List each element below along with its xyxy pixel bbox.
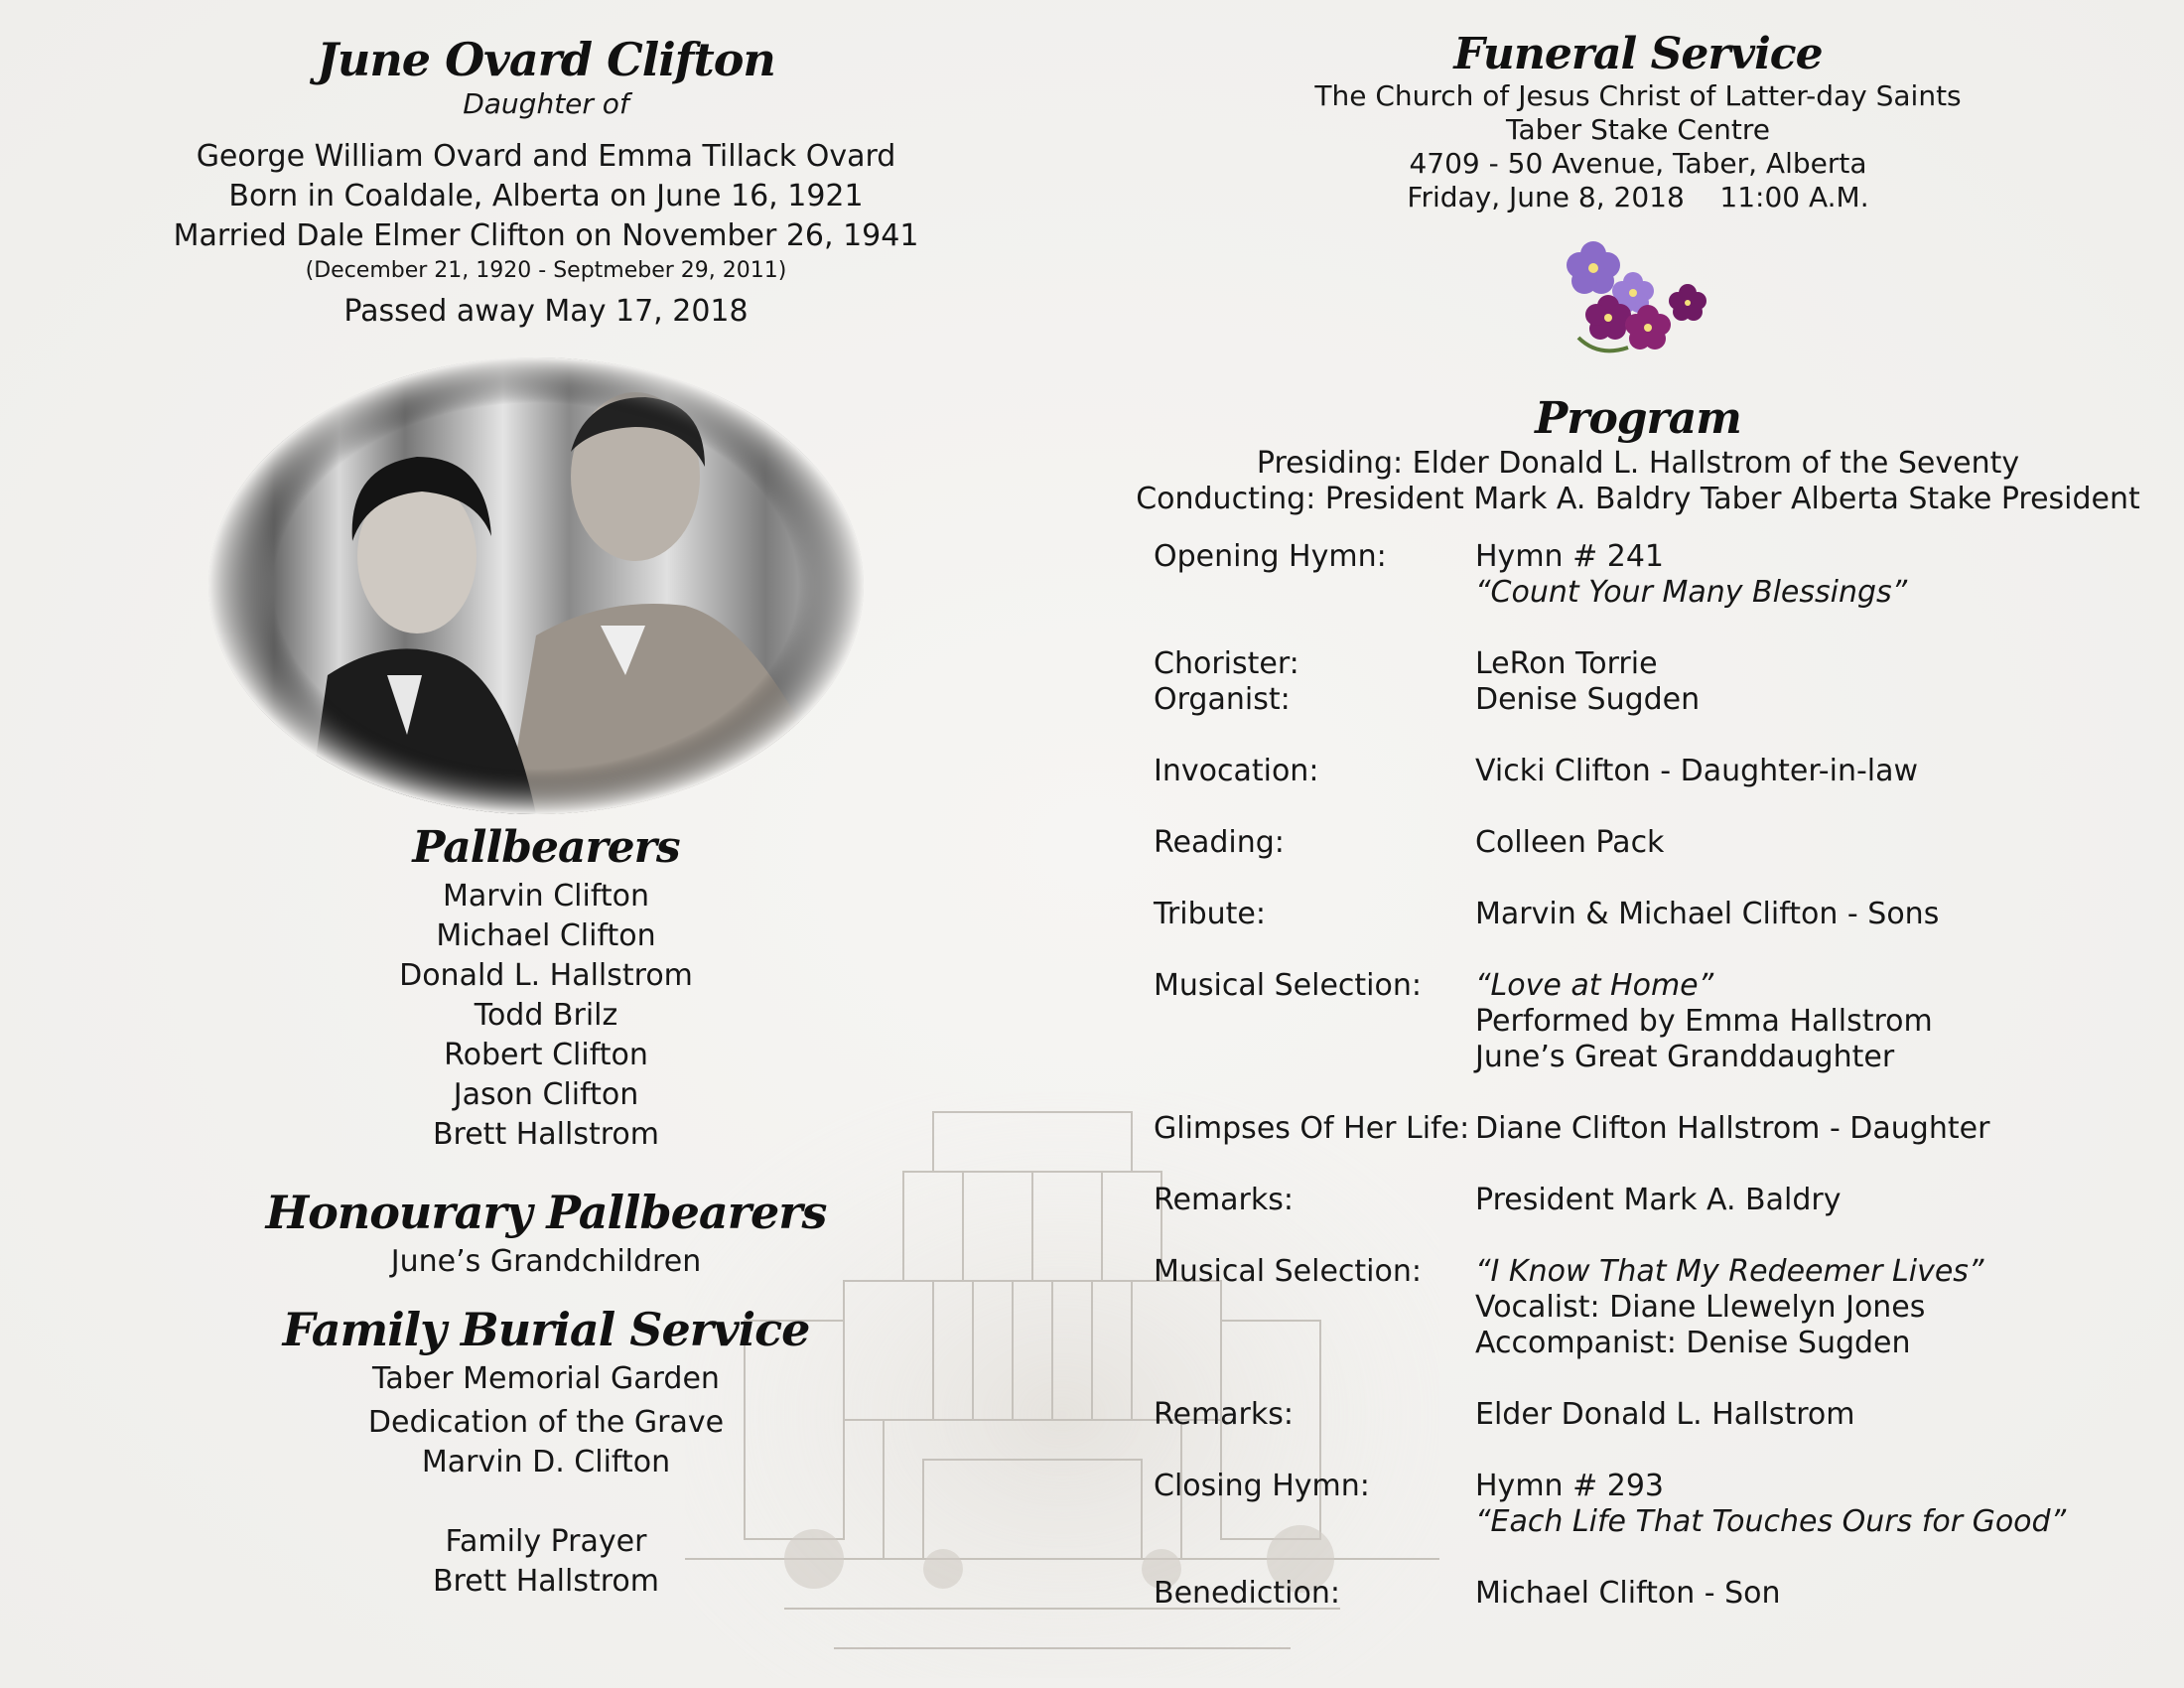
- deceased-name-heading: June Ovard Clifton: [317, 33, 775, 86]
- conducting-line: Conducting: President Mark A. Baldry Taber Alberta Stake President: [1136, 482, 2140, 516]
- program-value: Diane Clifton Hallstrom - Daughter: [1475, 1111, 1990, 1146]
- program-label: Benediction:: [1154, 1576, 1340, 1611]
- program-row: [1154, 968, 2146, 1111]
- program-label: Musical Selection:: [1154, 968, 1422, 1003]
- program-list: [1154, 539, 2146, 1612]
- pallbearer-3: Donald L. Hallstrom: [399, 958, 693, 993]
- program-value: Elder Donald L. Hallstrom: [1475, 1397, 1855, 1432]
- violet-flowers-icon: [1539, 238, 1737, 377]
- funeral-service-heading: Funeral Service: [1453, 29, 1823, 79]
- program-value: Hymn # 241: [1475, 539, 1665, 574]
- program-label: Glimpses Of Her Life:: [1154, 1111, 1470, 1146]
- program-value-italic: “Each Life That Touches Ours for Good”: [1475, 1504, 2067, 1539]
- program-value: Vicki Clifton - Daughter-in-law: [1475, 754, 1919, 788]
- program-label: Musical Selection:: [1154, 1254, 1422, 1289]
- program-label: Tribute:: [1154, 897, 1266, 931]
- program-value: LeRon Torrie: [1475, 646, 1658, 681]
- program-value-italic: “I Know That My Redeemer Lives”: [1475, 1254, 1984, 1289]
- dedication-label: Dedication of the Grave: [367, 1405, 725, 1440]
- passed-away-line: Passed away May 17, 2018: [343, 294, 749, 329]
- birth-line: Born in Coaldale, Alberta on June 16, 1921: [228, 179, 864, 213]
- program-label: Closing Hymn:: [1154, 1469, 1370, 1503]
- stake-centre: Taber Stake Centre: [1506, 113, 1770, 146]
- program-value: Hymn # 293: [1475, 1469, 1665, 1503]
- program-header: [1102, 392, 2174, 517]
- program-label: Chorister:: [1154, 646, 1299, 681]
- program-value: Performed by Emma Hallstrom: [1475, 1004, 1933, 1039]
- spouse-dates-line: (December 21, 1920 - Septmeber 29, 2011): [305, 258, 787, 283]
- program-value: Vocalist: Diane Llewelyn Jones: [1475, 1290, 1926, 1325]
- program-row: [1154, 1254, 2146, 1397]
- daughter-of-label: Daughter of: [463, 87, 629, 120]
- couple-portrait-photo: [208, 357, 864, 814]
- burial-place: Taber Memorial Garden: [372, 1361, 720, 1396]
- program-row: [1154, 897, 2146, 968]
- family-prayer-label: Family Prayer: [445, 1524, 647, 1559]
- left-panel: [109, 30, 983, 332]
- program-value-italic: “Count Your Many Blessings”: [1475, 575, 1908, 610]
- program-value: June’s Great Granddaughter: [1475, 1040, 1895, 1074]
- service-info: [1102, 30, 2174, 214]
- program-value: Denise Sugden: [1475, 682, 1701, 717]
- program-label: Opening Hymn:: [1154, 539, 1387, 574]
- pallbearer-5: Robert Clifton: [444, 1038, 648, 1072]
- pallbearer-1: Marvin Clifton: [442, 879, 650, 914]
- program-value: Marvin & Michael Clifton - Sons: [1475, 897, 1940, 931]
- pallbearers-heading: Pallbearers: [412, 822, 680, 873]
- marriage-line: Married Dale Elmer Clifton on November 26, 1941: [173, 218, 919, 253]
- pallbearer-7: Brett Hallstrom: [432, 1117, 660, 1152]
- parents-line: George William Ovard and Emma Tillack Ovard: [196, 139, 896, 174]
- family-burial-heading: Family Burial Service: [282, 1303, 810, 1356]
- program-heading: Program: [1535, 393, 1741, 444]
- honourary-pallbearers: June’s Grandchildren: [390, 1244, 702, 1279]
- prayer-by: Brett Hallstrom: [432, 1564, 660, 1599]
- program-row: [1154, 1111, 2146, 1183]
- program-label: Invocation:: [1154, 754, 1319, 788]
- pallbearers-section: [109, 819, 983, 1602]
- program-row: [1154, 682, 2146, 754]
- program-value: Colleen Pack: [1475, 825, 1665, 860]
- program-label: Organist:: [1154, 682, 1291, 717]
- dedicated-by: Marvin D. Clifton: [421, 1445, 671, 1479]
- pallbearer-2: Michael Clifton: [436, 918, 656, 953]
- program-row: [1154, 1576, 2146, 1612]
- presiding-line: Presiding: Elder Donald L. Hallstrom of the Seventy: [1256, 446, 2020, 481]
- church-name: The Church of Jesus Christ of Latter-day Saints: [1314, 79, 1962, 112]
- program-row: [1154, 754, 2146, 825]
- address-line: 4709 - 50 Avenue, Taber, Alberta: [1409, 147, 1867, 180]
- program-label: Remarks:: [1154, 1397, 1295, 1432]
- program-row: [1154, 539, 2146, 646]
- program-value: President Mark A. Baldry: [1475, 1183, 1842, 1217]
- program-label: Remarks:: [1154, 1183, 1295, 1217]
- pallbearer-4: Todd Brilz: [474, 998, 618, 1033]
- program-row: [1154, 1469, 2146, 1576]
- program-row: [1154, 825, 2146, 897]
- program-row: [1154, 1397, 2146, 1469]
- pallbearer-6: Jason Clifton: [453, 1077, 639, 1112]
- program-row: [1154, 646, 2146, 682]
- program-value-italic: “Love at Home”: [1475, 968, 1714, 1003]
- date-time-line: Friday, June 8, 2018 11:00 A.M.: [1407, 181, 1869, 213]
- program-label: Reading:: [1154, 825, 1285, 860]
- honourary-pallbearers-heading: Honourary Pallbearers: [265, 1186, 827, 1239]
- program-row: [1154, 1183, 2146, 1254]
- program-value: Accompanist: Denise Sugden: [1475, 1326, 1911, 1360]
- program-value: Michael Clifton - Son: [1475, 1576, 1781, 1611]
